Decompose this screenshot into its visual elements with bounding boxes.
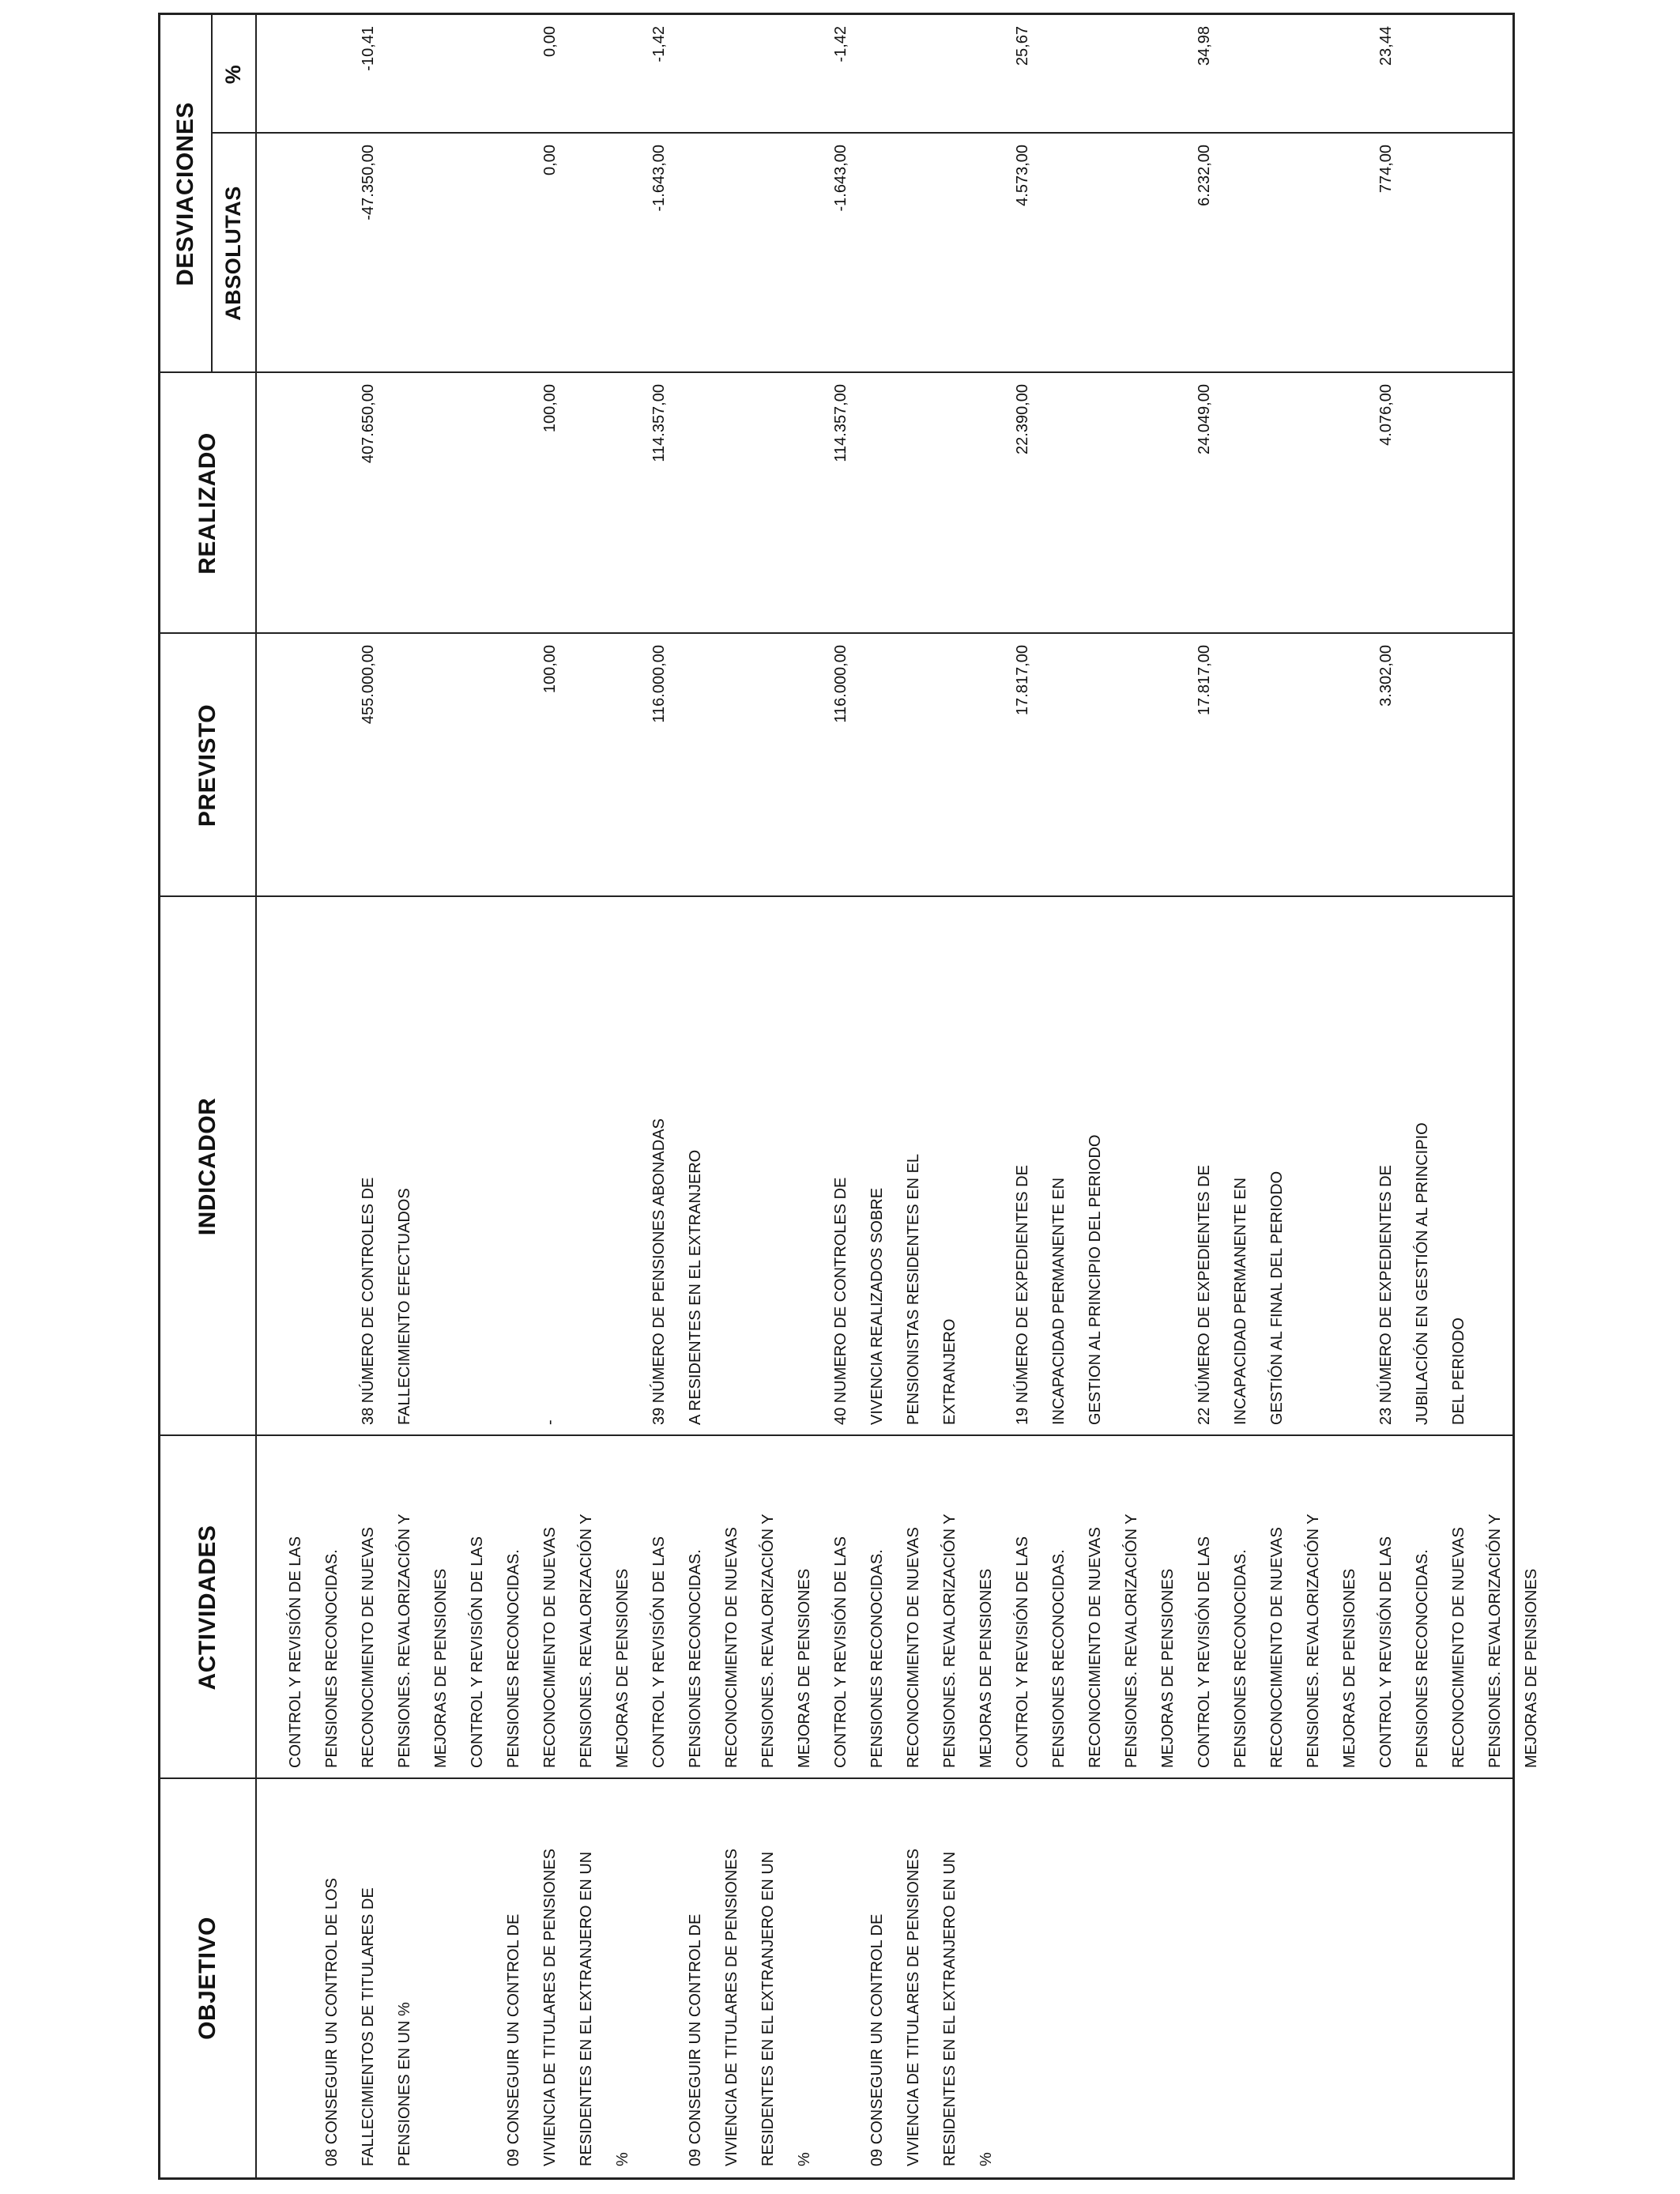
objetivo-line: 09 CONSEGUIR UN CONTROL DE bbox=[687, 1913, 704, 2166]
actividad-line: MEJORAS DE PENSIONES bbox=[1159, 1568, 1177, 1768]
indicador-line: A RESIDENTES EN EL EXTRANJERO bbox=[687, 1149, 704, 1425]
header-objetivo: OBJETIVO bbox=[194, 1917, 220, 2040]
absolutas-value: 0,00 bbox=[541, 145, 559, 175]
realizado-value: 4.076,00 bbox=[1377, 384, 1395, 446]
porcentaje-value: 25,67 bbox=[1014, 26, 1031, 66]
indicador-line: EXTRANJERO bbox=[941, 1318, 959, 1425]
objetivo-line: VIVIENCIA DE TITULARES DE PENSIONES bbox=[723, 1849, 740, 2166]
indicador-line: GESTIÓN AL FINAL DEL PERIODO bbox=[1268, 1171, 1286, 1425]
absolutas-value: 774,00 bbox=[1377, 145, 1395, 194]
actividad-line: PENSIONES. REVALORIZACIÓN Y bbox=[1486, 1514, 1504, 1768]
realizado-value: 100,00 bbox=[541, 384, 559, 433]
header-absolutas: ABSOLUTAS bbox=[220, 186, 245, 321]
indicador-line: VIVENCIA REALIZADOS SOBRE bbox=[868, 1187, 886, 1425]
actividad-line: PENSIONES RECONOCIDAS. bbox=[868, 1549, 886, 1768]
indicador-line: 39 NÚMERO DE PENSIONES ABONADAS bbox=[650, 1118, 668, 1425]
realizado-value: 22.390,00 bbox=[1014, 384, 1031, 454]
actividad-line: MEJORAS DE PENSIONES bbox=[1523, 1568, 1540, 1768]
objetivo-line: 08 CONSEGUIR UN CONTROL DE LOS bbox=[323, 1878, 341, 2166]
actividad-line: MEJORAS DE PENSIONES bbox=[796, 1568, 813, 1768]
objetivo-line: 09 CONSEGUIR UN CONTROL DE bbox=[505, 1913, 522, 2166]
objetivo-line: FALLECIMIENTOS DE TITULARES DE bbox=[360, 1887, 377, 2166]
indicador-line: 19 NÚMERO DE EXPEDIENTES DE bbox=[1014, 1165, 1031, 1425]
absolutas-value: -1.643,00 bbox=[832, 145, 849, 212]
absolutas-value: -47.350,00 bbox=[360, 145, 377, 221]
indicador-line: DEL PERIODO bbox=[1450, 1318, 1467, 1425]
actividad-line: PENSIONES. REVALORIZACIÓN Y bbox=[759, 1514, 777, 1768]
porcentaje-value: 0,00 bbox=[541, 26, 559, 57]
porcentaje-value: -1,42 bbox=[832, 26, 849, 62]
previsto-value: 3.302,00 bbox=[1377, 645, 1395, 707]
header-desviaciones: DESVIACIONES bbox=[172, 102, 198, 286]
absolutas-value: -1.643,00 bbox=[650, 145, 668, 212]
actividad-line: CONTROL Y REVISIÓN DE LAS bbox=[1377, 1536, 1395, 1768]
actividad-line: CONTROL Y REVISIÓN DE LAS bbox=[287, 1536, 304, 1768]
actividad-line: RECONOCIMIENTO DE NUEVAS bbox=[541, 1527, 559, 1768]
table-frame bbox=[158, 13, 1540, 2180]
indicador-line: 22 NÚMERO DE EXPEDIENTES DE bbox=[1196, 1165, 1213, 1425]
realizado-value: 24.049,00 bbox=[1196, 384, 1213, 454]
indicador-line: 23 NÚMERO DE EXPEDIENTES DE bbox=[1377, 1165, 1395, 1425]
objetivo-line: VIVIENCIA DE TITULARES DE PENSIONES bbox=[905, 1849, 922, 2166]
indicador-line: INCAPACIDAD PERMANENTE EN bbox=[1232, 1177, 1249, 1425]
indicador-line: INCAPACIDAD PERMANENTE EN bbox=[1050, 1177, 1068, 1425]
actividad-line: RECONOCIMIENTO DE NUEVAS bbox=[360, 1527, 377, 1768]
objetivo-line: % bbox=[614, 2152, 631, 2166]
previsto-value: 17.817,00 bbox=[1014, 645, 1031, 715]
previsto-value: 116.000,00 bbox=[650, 645, 668, 723]
actividad-line: PENSIONES RECONOCIDAS. bbox=[323, 1549, 341, 1768]
actividad-line: PENSIONES. REVALORIZACIÓN Y bbox=[1123, 1514, 1140, 1768]
actividad-line: MEJORAS DE PENSIONES bbox=[977, 1568, 995, 1768]
realizado-value: 407.650,00 bbox=[360, 384, 377, 464]
actividad-line: RECONOCIMIENTO DE NUEVAS bbox=[1450, 1527, 1467, 1768]
actividad-line: MEJORAS DE PENSIONES bbox=[432, 1568, 450, 1768]
indicador-line: 40 NUMERO DE CONTROLES DE bbox=[832, 1177, 849, 1425]
actividad-line: CONTROL Y REVISIÓN DE LAS bbox=[1196, 1536, 1213, 1768]
col-sep-1 bbox=[160, 1777, 1512, 1779]
actividad-line: CONTROL Y REVISIÓN DE LAS bbox=[650, 1536, 668, 1768]
actividad-line: PENSIONES RECONOCIDAS. bbox=[687, 1549, 704, 1768]
indicador-line: FALLECIMIENTO EFECTUADOS bbox=[396, 1188, 413, 1425]
objetivo-line: PENSIONES EN UN % bbox=[396, 2002, 413, 2166]
porcentaje-value: 23,44 bbox=[1377, 26, 1395, 66]
header-porcentaje: % bbox=[220, 64, 245, 85]
absolutas-value: 4.573,00 bbox=[1014, 145, 1031, 206]
actividad-line: PENSIONES. REVALORIZACIÓN Y bbox=[578, 1514, 595, 1768]
col-sep-3 bbox=[160, 895, 1512, 897]
indicador-line: JUBILACIÓN EN GESTIÓN AL PRINCIPIO bbox=[1414, 1122, 1431, 1425]
actividad-line: PENSIONES. REVALORIZACIÓN Y bbox=[396, 1514, 413, 1768]
actividad-line: RECONOCIMIENTO DE NUEVAS bbox=[905, 1527, 922, 1768]
actividad-line: PENSIONES RECONOCIDAS. bbox=[1050, 1549, 1068, 1768]
porcentaje-value: -1,42 bbox=[650, 26, 668, 62]
realizado-value: 114.357,00 bbox=[650, 384, 668, 462]
actividad-line: PENSIONES RECONOCIDAS. bbox=[505, 1549, 522, 1768]
header-realizado: REALIZADO bbox=[194, 432, 220, 575]
previsto-value: 455.000,00 bbox=[360, 645, 377, 725]
actividad-line: MEJORAS DE PENSIONES bbox=[1341, 1568, 1358, 1768]
absolutas-value: 6.232,00 bbox=[1196, 145, 1213, 206]
objetivo-line: RESIDENTES EN EL EXTRANJERO EN UN bbox=[759, 1851, 777, 2166]
objetivo-line: RESIDENTES EN EL EXTRANJERO EN UN bbox=[941, 1851, 959, 2166]
actividad-line: PENSIONES RECONOCIDAS. bbox=[1414, 1549, 1431, 1768]
previsto-value: 17.817,00 bbox=[1196, 645, 1213, 715]
previsto-value: 116.000,00 bbox=[832, 645, 849, 723]
actividad-line: CONTROL Y REVISIÓN DE LAS bbox=[1014, 1536, 1031, 1768]
porcentaje-value: -10,41 bbox=[360, 26, 377, 71]
indicador-line: 38 NÚMERO DE CONTROLES DE bbox=[360, 1177, 377, 1425]
actividad-line: RECONOCIMIENTO DE NUEVAS bbox=[1087, 1527, 1104, 1768]
actividad-line: CONTROL Y REVISIÓN DE LAS bbox=[832, 1536, 849, 1768]
col-sep-5 bbox=[160, 371, 1512, 373]
actividad-line: PENSIONES. REVALORIZACIÓN Y bbox=[1305, 1514, 1322, 1768]
col-sep-4 bbox=[160, 632, 1512, 634]
actividad-line: PENSIONES. REVALORIZACIÓN Y bbox=[941, 1514, 959, 1768]
indicador-line: - bbox=[541, 1419, 559, 1425]
objetivo-line: VIVIENCIA DE TITULARES DE PENSIONES bbox=[541, 1849, 559, 2166]
actividad-line: RECONOCIMIENTO DE NUEVAS bbox=[1268, 1527, 1286, 1768]
objetivo-line: RESIDENTES EN EL EXTRANJERO EN UN bbox=[578, 1851, 595, 2166]
realizado-value: 114.357,00 bbox=[832, 384, 849, 462]
actividad-line: PENSIONES RECONOCIDAS. bbox=[1232, 1549, 1249, 1768]
header-separator bbox=[255, 15, 257, 2177]
indicador-line: GESTION AL PRINCIPIO DEL PERIODO bbox=[1087, 1134, 1104, 1425]
col-sep-2 bbox=[160, 1434, 1512, 1436]
objetivo-line: 09 CONSEGUIR UN CONTROL DE bbox=[868, 1913, 886, 2166]
actividad-line: RECONOCIMIENTO DE NUEVAS bbox=[723, 1527, 740, 1768]
header-actividades: ACTIVIDADES bbox=[194, 1525, 220, 1691]
actividad-line: CONTROL Y REVISIÓN DE LAS bbox=[469, 1536, 486, 1768]
objetivo-line: % bbox=[796, 2152, 813, 2166]
previsto-value: 100,00 bbox=[541, 645, 559, 694]
header-indicador: INDICADOR bbox=[194, 1097, 220, 1236]
indicador-line: PENSIONISTAS RESIDENTES EN EL bbox=[905, 1153, 922, 1425]
col-sep-6 bbox=[211, 132, 1512, 134]
objetivo-line: % bbox=[977, 2152, 995, 2166]
porcentaje-value: 34,98 bbox=[1196, 26, 1213, 66]
header-previsto: PREVISTO bbox=[194, 703, 220, 827]
actividad-line: MEJORAS DE PENSIONES bbox=[614, 1568, 631, 1768]
